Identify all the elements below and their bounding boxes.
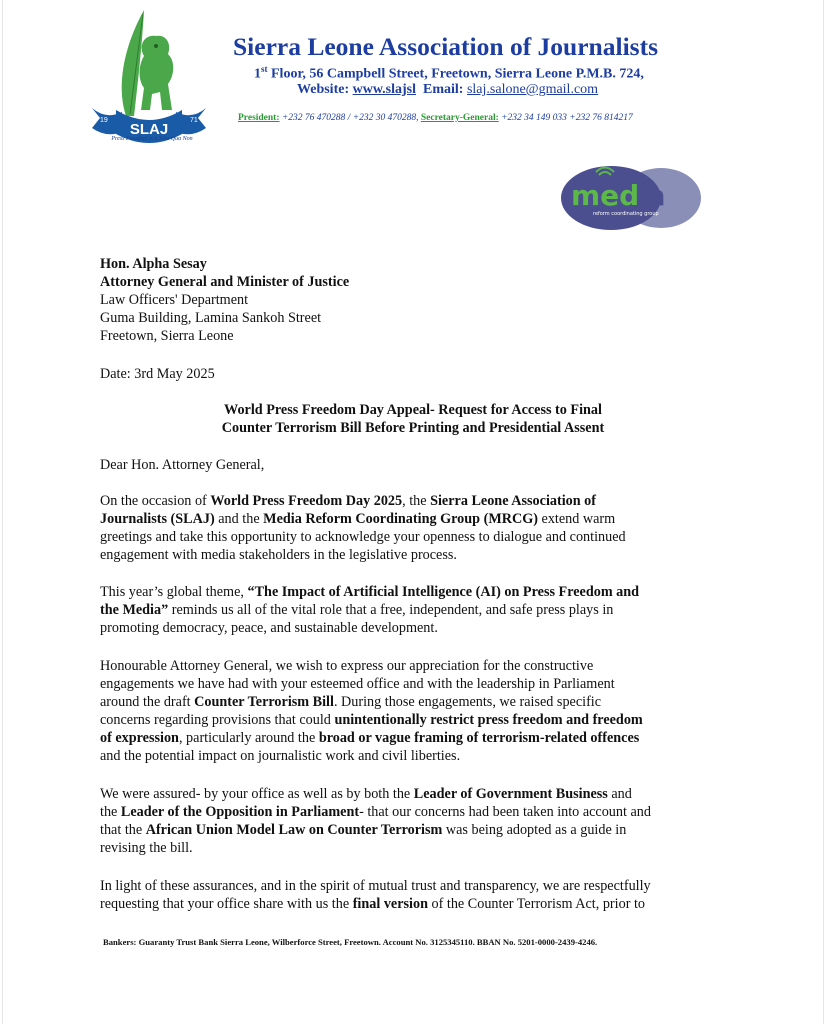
slaj-year-right: 71 [190,117,198,124]
letterhead-web-email: Website: www.slajsl Email: slaj.salone@gmail.com [297,82,599,97]
p4-line-2: the Leader of the Opposition in Parliament- that our concerns had been taken into account and [100,804,651,820]
subject-line-2: Counter Terrorism Bill Before Printing and Presidential Assent [221,420,605,436]
recipient-street: Guma Building, Lamina Sankoh Street [100,310,322,326]
slaj-year-left: 19 [100,117,108,124]
p3-line-5: of expression, particularly around the broad or vague framing of terrorism-related offences [100,730,640,746]
media-tagline: reform coordinating group [593,211,659,217]
subject-line-1: World Press Freedom Day Appeal- Request for Access to Final [224,402,602,418]
slaj-motto: Press Freedom is a Sine Qua Non [111,136,193,142]
media-word-b: ia [637,179,666,212]
recipient-city: Freetown, Sierra Leone [100,328,234,344]
p4-line-1: We were assured- by your office as well as by both the Leader of Government Business and [100,786,632,802]
recipient-title: Attorney General and Minister of Justice [100,274,350,290]
slaj-logo [86,6,212,154]
p5-line-2: requesting that your office share with us the final version of the Counter Terrorism Act, prior to [100,896,645,912]
letterhead-address: 1st Floor, 56 Campbell Street, Freetown, Sierra Leone P.M.B. 724, [254,64,644,82]
email-link[interactable]: slaj.salone@gmail.com [466,82,599,97]
p2-line-3: promoting democracy, peace, and sustainable development. [100,620,438,636]
p4-line-3: that the African Union Model Law on Counter Terrorism was being adopted as a guide in [100,822,627,838]
letter-date: Date: 3rd May 2025 [100,366,215,382]
p3-line-6: and the potential impact on journalistic work and civil liberties. [100,748,461,764]
media-word-a: med [571,179,640,212]
p4-line-4: revising the bill. [100,840,193,856]
letterhead-title: Sierra Leone Association of Journalists [233,32,658,61]
p5-line-1: In light of these assurances, and in the spirit of mutual trust and transparency, we are respectfully [100,878,651,894]
p2-line-1: This year’s global theme, “The Impact of Artificial Intelligence (AI) on Press Freedom and [100,584,640,600]
p1-line-3: greetings and take this opportunity to acknowledge your openness to dialogue and continued [100,529,626,545]
media-reform-logo [559,165,703,231]
p1-line-4: engagement with media stakeholders in the legislative process. [100,547,457,563]
recipient-name: Hon. Alpha Sesay [100,256,207,272]
p1-line-1: On the occasion of World Press Freedom Day 2025, the Sierra Leone Association of [100,493,596,509]
p3-line-4: concerns regarding provisions that could unintentionally restrict press freedom and freedom [100,712,643,728]
bank-footer: Bankers: Guaranty Trust Bank Sierra Leone, Wilberforce Street, Freetown. Account No. 3125345110. BBAN No. 5201-0000-2439-4246. [103,937,598,947]
p1-line-2: Journalists (SLAJ) and the Media Reform Coordinating Group (MRCG) extend warm [100,511,616,527]
p2-line-2: the Media” reminds us all of the vital role that a free, independent, and safe press plays in [100,602,614,618]
recipient-department: Law Officers' Department [100,292,249,308]
letterhead-contacts: President: +232 76 470288 / +232 30 470288, Secretary-General: +232 34 149 033 +232 76 814217 [238,113,633,123]
p3-line-3: around the draft Counter Terrorism Bill. During those engagements, we raised specific [100,694,602,710]
salutation: Dear Hon. Attorney General, [100,457,265,473]
p3-line-2: engagements we have had with your esteemed office and with the leadership in Parliament [100,676,615,692]
website-link[interactable]: www.slajsl [352,82,417,97]
p3-line-1: Honourable Attorney General, we wish to express our appreciation for the constructive [100,658,594,674]
slaj-logo-text: SLAJ [129,121,169,138]
